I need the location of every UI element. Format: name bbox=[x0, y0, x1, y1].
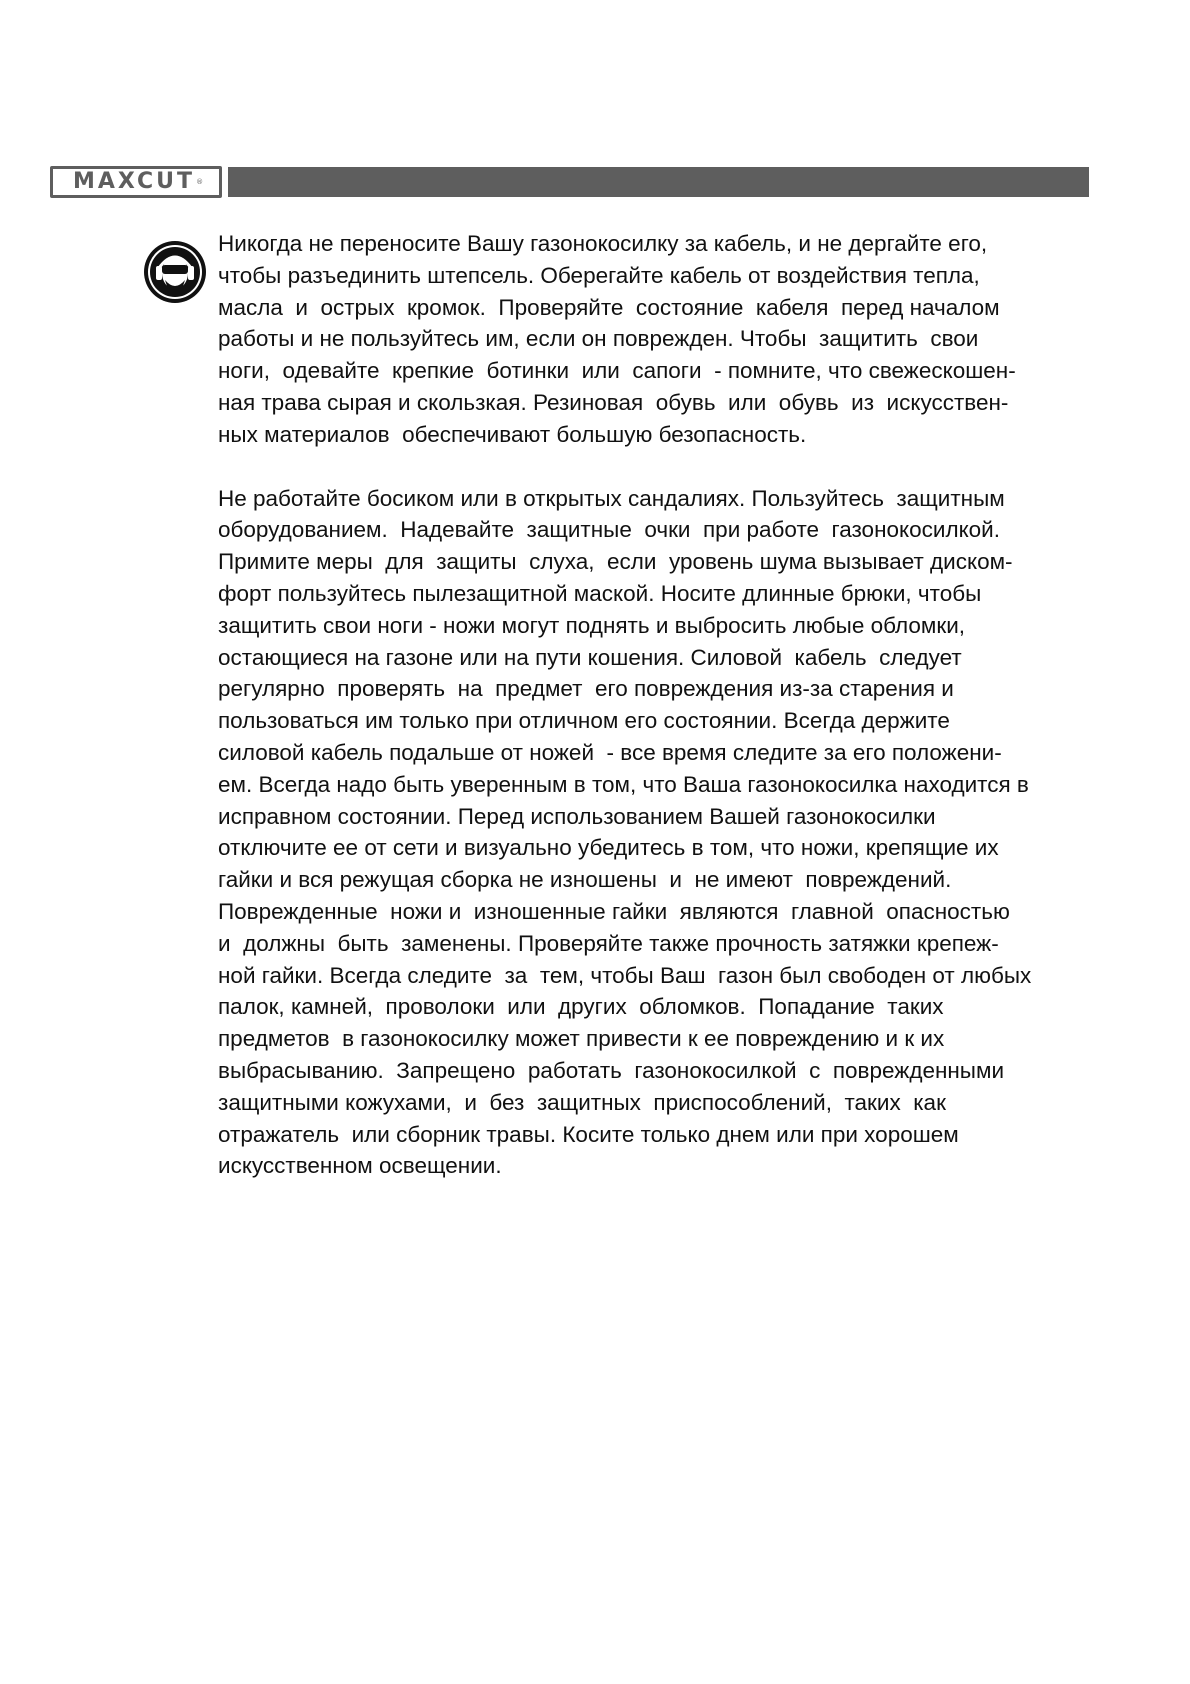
text-line: Никогда не переносите Вашу газонокосилку за кабель, и не дергайте его, bbox=[218, 231, 988, 256]
text-line: Поврежденные ножи и изношенные гайки являются главной опасностью bbox=[218, 898, 1010, 924]
text-line: палок, камней, проволоки или других обломков. Попадание таких bbox=[218, 994, 944, 1020]
text-line: отражатель или сборник травы. Косите только днем или при хорошем bbox=[218, 1121, 959, 1147]
text-line: ной гайки. Всегда следите за тем, чтобы Ваш газон был свободен от любых bbox=[218, 962, 1032, 988]
text-line: гайки и вся режущая сборка не изношены и не имеют повреждений. bbox=[218, 867, 952, 893]
header-bar bbox=[228, 167, 1089, 197]
page-header bbox=[50, 166, 1089, 200]
text-line: предметов в газонокосилку может привести к ее повреждению и к их bbox=[218, 1026, 945, 1052]
text-line: выбрасыванию. Запрещено работать газонокосилкой с поврежденными bbox=[218, 1057, 1005, 1083]
text-line: чтобы разъединить штепсель. Оберегайте кабель от воздействия тепла, bbox=[218, 262, 980, 288]
text-line: ем. Всегда надо быть уверенным в том, что Ваша газонокосилка находится в bbox=[218, 771, 1029, 797]
brand-logo bbox=[50, 166, 222, 198]
text-line: ноги, одевайте крепкие ботинки или сапоги - помните, что свежескошен- bbox=[218, 358, 1016, 384]
text-line: ная трава сырая и скользкая. Резиновая обувь или обувь из искусствен- bbox=[218, 389, 1009, 415]
paragraph-2 bbox=[218, 483, 1118, 1183]
text-line: исправном состоянии. Перед использованием Вашей газонокосилки bbox=[218, 803, 936, 829]
text-line: пользоваться им только при отличном его состоянии. Всегда держите bbox=[218, 708, 950, 734]
text-line: защитить свои ноги - ножи могут поднять и выбросить любые обломки, bbox=[218, 612, 966, 638]
text-line: ных материалов обеспечивают большую безопасность. bbox=[218, 421, 807, 447]
text-line: искусственном освещении. bbox=[218, 1153, 502, 1179]
text-line: силовой кабель подальше от ножей - все время следите за его положени- bbox=[218, 739, 1002, 765]
text-line: оборудованием. Надевайте защитные очки при работе газонокосилкой. bbox=[218, 517, 1000, 543]
text-line: отключите ее от сети и визуально убедитесь в том, что ножи, крепящие их bbox=[218, 835, 999, 861]
text-line: защитными кожухами, и без защитных приспособлений, таких как bbox=[218, 1089, 946, 1115]
eye-ear-protection-icon bbox=[143, 240, 207, 304]
text-line: масла и острых кромок. Проверяйте состояние кабеля перед началом bbox=[218, 294, 1000, 320]
text-line: работы и не пользуйтесь им, если он поврежден. Чтобы защитить свои bbox=[218, 326, 979, 352]
safety-instructions bbox=[218, 228, 1118, 1182]
paragraph-gap bbox=[218, 451, 1118, 483]
text-line: остающиеся на газоне или на пути кошения. Силовой кабель следует bbox=[218, 644, 962, 670]
text-line: и должны быть заменены. Проверяйте также прочность затяжки крепеж- bbox=[218, 930, 999, 956]
brand-name: MAXCUT bbox=[72, 169, 196, 194]
text-line: регулярно проверять на предмет его повреждения из-за старения и bbox=[218, 676, 954, 702]
paragraph-1 bbox=[218, 228, 1118, 451]
registered-mark: ® bbox=[196, 178, 204, 186]
text-line: форт пользуйтесь пылезащитной маской. Носите длинные брюки, чтобы bbox=[218, 580, 982, 606]
text-line: Не работайте босиком или в открытых сандалиях. Пользуйтесь защитным bbox=[218, 485, 1005, 511]
text-line: Примите меры для защиты слуха, если уровень шума вызывает диском- bbox=[218, 549, 1013, 575]
